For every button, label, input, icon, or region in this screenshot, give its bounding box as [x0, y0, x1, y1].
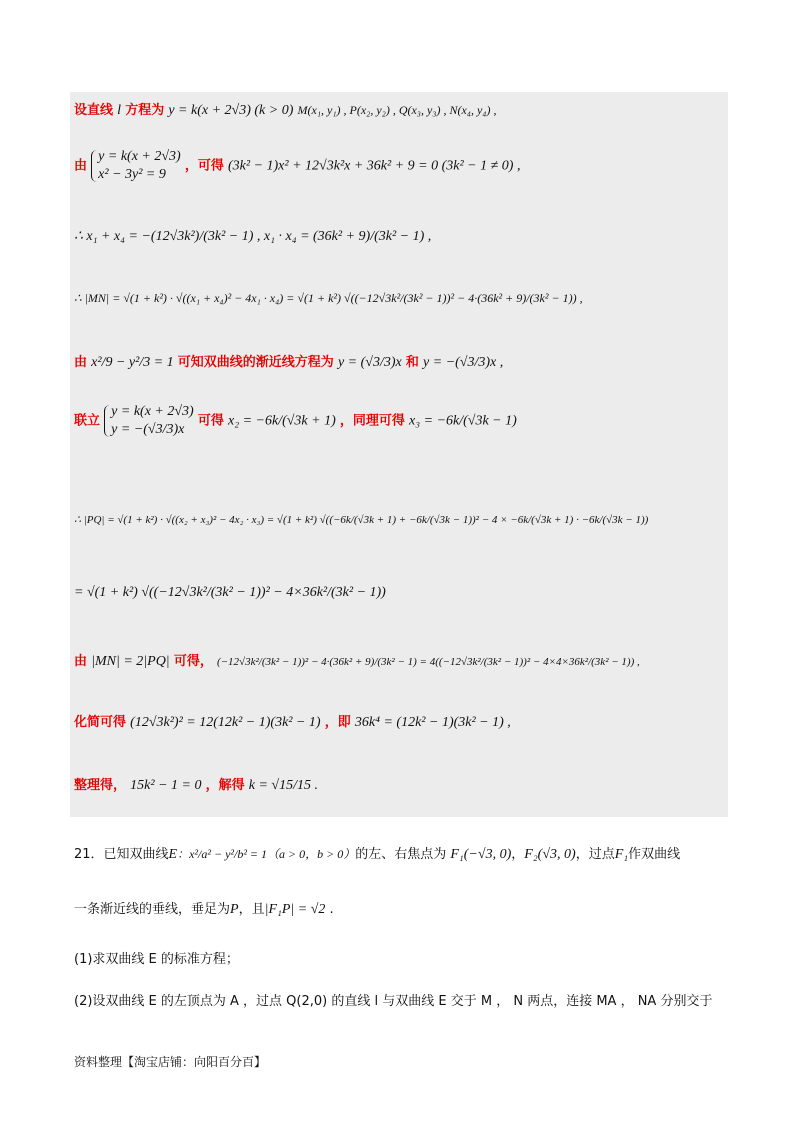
asymptote-1: y = (√3/3)x: [337, 355, 402, 370]
text: 作双曲线: [628, 847, 681, 862]
x2-value: x₂ = −6k/(√3k + 1): [228, 413, 336, 429]
text: 设直线: [74, 103, 114, 118]
focus-1: F₁(−√3, 0): [450, 847, 512, 862]
problem-21-line-1: 21．已知双曲线E：x²/a² − y²/b² = 1（a > 0，b > 0）的左、右焦点为 F₁(−√3, 0)，F₂(√3, 0)，过点F₁作双曲线: [74, 847, 681, 862]
text: 方程为: [125, 103, 165, 118]
text: 化简可得: [74, 715, 127, 730]
equation: 15k² − 1 = 0: [130, 778, 202, 793]
hyperbola-eq: x²/9 − y²/3 = 1: [91, 355, 174, 370]
focus-1-ref: F₁: [614, 847, 629, 862]
asymptote-2: y = −(√3/3)x ,: [423, 355, 504, 370]
line-equation: y = k(x + 2√3) (k > 0): [168, 103, 294, 118]
system-eq-b: y = −(√3/3)x: [111, 422, 185, 437]
problem-21-part-2: (2)设双曲线 E 的左顶点为 A ，过点 Q(2,0) 的直线 l 与双曲线 E 交于 M ， N 两点，连接 MA ， NA 分别交于: [74, 994, 713, 1009]
equation: (12√3k²)² = 12(12k² − 1)(3k² − 1): [130, 715, 321, 730]
solution-block: [70, 92, 728, 817]
solution-line-1: [74, 104, 496, 118]
pq-simplified-line: = √(1 + k²) √((−12√3k²/(3k² − 1))² − 4×36k²/(3k² − 1)): [74, 585, 386, 600]
text: 由: [74, 355, 88, 370]
pq-length-line: ∴ |PQ| = √(1 + k²) · √((x₂ + x₃)² − 4x₂ · x₃) = √(1 + k²) √((−6k/(√3k + 1) + −6k/(√3k − 1))² − 4 × −6k/(√3k + 1) · −6k/(√3k − 1)): [74, 514, 649, 526]
text: ，且: [238, 902, 265, 917]
text: ，即: [324, 715, 351, 730]
solution-line-11: [74, 779, 318, 793]
var-E: E: [168, 847, 178, 862]
var-P: P: [230, 902, 239, 917]
text: 的左、右焦点为: [355, 847, 447, 862]
focus-2: F₂(√3, 0): [524, 847, 576, 862]
vieta-line: ∴ x₁ + x₄ = −(12√3k²)/(3k² − 1) , x₁ · x₄ = (36k² + 9)/(3k² − 1) ,: [74, 229, 432, 244]
solution-line-2: [74, 150, 520, 182]
system-eq-a: y = k(x + 2√3): [111, 404, 194, 419]
text: 联立: [74, 413, 101, 429]
text: 由: [74, 158, 88, 174]
text: 整理得，: [74, 778, 127, 793]
system-eq-a: y = k(x + 2√3): [98, 149, 181, 164]
mn-length-line: ∴ |MN| = √(1 + k²) · √((x₁ + x₄)² − 4x₁ · x₄) = √(1 + k²) √((−12√3k²/(3k² − 1))² − 4·(36k² + 9)/(3k² − 1)) ,: [74, 291, 583, 305]
text: 可得: [197, 413, 224, 429]
points: M(x₁, y₁) , P(x₂, y₂) , Q(x₃, y₃) , N(x₄, y₄) ,: [297, 103, 497, 117]
problem-21-line-2: 一条渐近线的垂线，垂足为P，且|F₁P| = √2 .: [74, 902, 334, 917]
text: 一条渐近线的垂线，垂足为: [74, 902, 231, 917]
text: 由: [74, 654, 88, 669]
solution-line-9: [74, 655, 640, 669]
footer-text: 资料整理【淘宝店铺：向阳百分百】: [74, 1055, 267, 1069]
x3-value: x₃ = −6k/(√3k − 1): [409, 413, 517, 429]
solution-line-10: [74, 716, 511, 730]
system-2: [104, 405, 194, 437]
text: 可知双曲线的渐近线方程为: [177, 355, 334, 370]
quadratic: (3k² − 1)x² + 12√3k²x + 36k² + 9 = 0 (3k² − 1 ≠ 0) ,: [228, 158, 521, 174]
answer: k = √15/15 .: [248, 778, 318, 793]
text: ，解得: [205, 778, 245, 793]
problem-21-part-1: (1)求双曲线 E 的标准方程；: [74, 952, 239, 967]
text: 可得，: [173, 654, 213, 669]
equation: 36k⁴ = (12k² − 1)(3k² − 1) ,: [354, 715, 511, 730]
hyperbola-eq: ：x²/a² − y²/b² = 1（a > 0，b > 0）: [177, 847, 356, 861]
condition: |F₁P| = √2: [264, 902, 326, 917]
equation: (−12√3k²/(3k² − 1))² − 4·(36k² + 9)/(3k² − 1) = 4((−12√3k²/(3k² − 1))² − 4×4×36k²/(3k² − 1)) ,: [216, 656, 640, 668]
solution-line-5: [74, 356, 503, 370]
solution-line-6: [74, 405, 517, 437]
text: ，同理可得: [339, 413, 405, 429]
var-l: l: [117, 103, 122, 118]
system-1: [91, 150, 181, 182]
condition: |MN| = 2|PQ|: [91, 654, 170, 669]
system-eq-b: x² − 3y² = 9: [98, 167, 166, 182]
text: 和: [405, 355, 419, 370]
text: ，可得: [184, 158, 224, 174]
text: 21．已知双曲线: [74, 847, 169, 862]
text: ，过点: [575, 847, 615, 862]
